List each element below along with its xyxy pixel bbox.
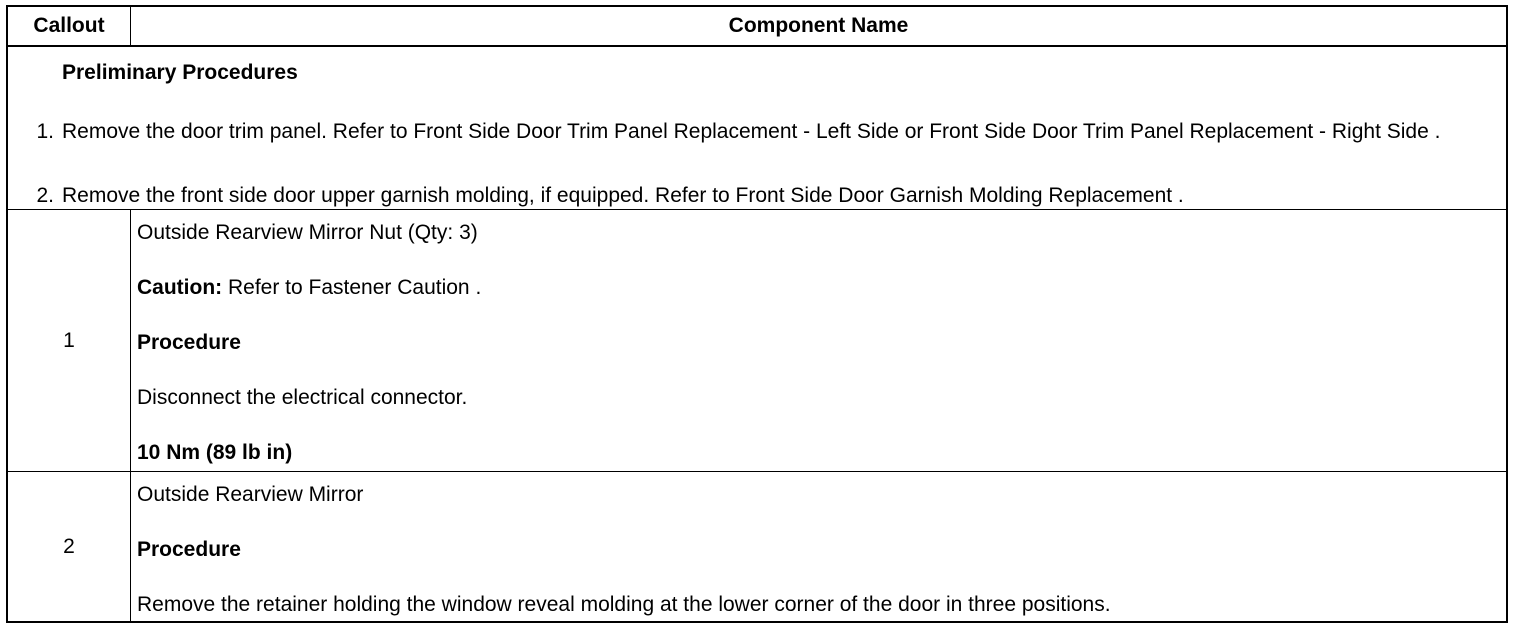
callout-column-header: Callout: [8, 7, 131, 45]
callout-number: 1: [8, 210, 131, 471]
step-number: 2.: [36, 184, 54, 207]
torque-spec: 10 Nm (89 lb in): [137, 441, 293, 464]
preliminary-procedures-title: Preliminary Procedures: [62, 61, 298, 84]
preliminary-step: [36, 117, 1462, 147]
step-text: Remove the door trim panel. Refer to Front Side Door Trim Panel Replacement - Left Side or Front Side Door Trim Panel Replacement - Right Side .: [62, 120, 1441, 143]
procedure-heading: Procedure: [137, 331, 241, 354]
procedure-text: Disconnect the electrical connector.: [137, 386, 468, 409]
component-table: [6, 5, 1508, 623]
table-row: [8, 472, 1506, 621]
procedure-text: Remove the retainer holding the window reveal molding at the lower corner of the door in three positions.: [137, 593, 1111, 616]
table-row: [8, 210, 1506, 472]
preliminary-procedures-section: [8, 47, 1506, 210]
preliminary-step: [36, 181, 1462, 211]
procedure-heading: Procedure: [137, 538, 241, 561]
component-name: Outside Rearview Mirror: [137, 483, 364, 506]
step-number: 1.: [36, 120, 54, 143]
table-header: [8, 7, 1506, 47]
callout-number: 2: [8, 472, 131, 621]
step-text: Remove the front side door upper garnish molding, if equipped. Refer to Front Side Door Garnish Molding Replacement .: [62, 184, 1184, 207]
caution-note: [137, 275, 481, 301]
component-name: Outside Rearview Mirror Nut (Qty: 3): [137, 221, 478, 244]
component-name-column-header: Component Name: [728, 14, 909, 37]
caution-text: Refer to Fastener Caution .: [222, 276, 482, 299]
caution-label: Caution:: [137, 276, 223, 299]
